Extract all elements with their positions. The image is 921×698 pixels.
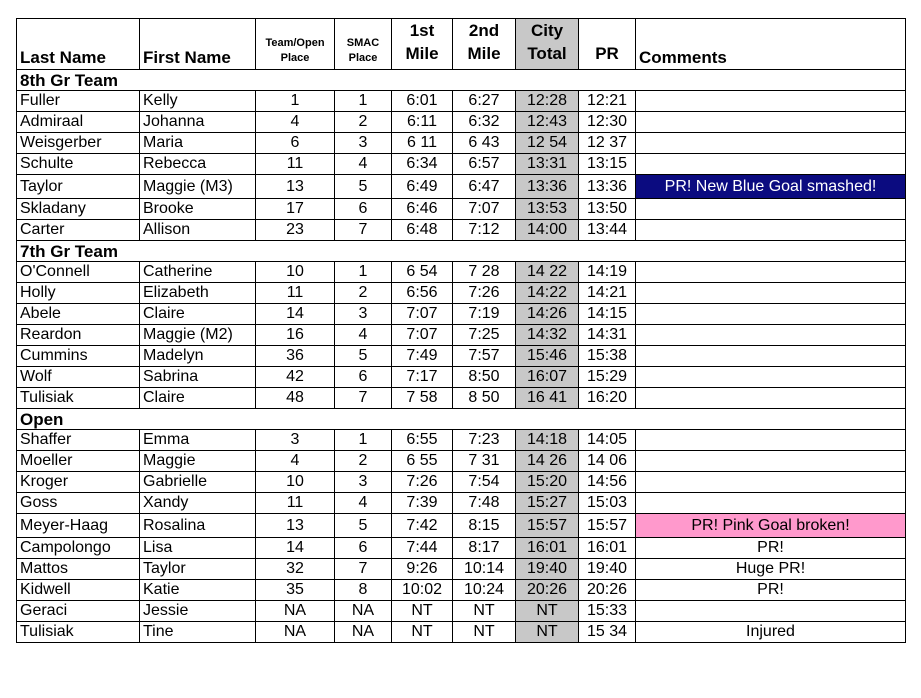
table-row: [17, 262, 906, 283]
header-first-mile-line2: Mile: [405, 44, 439, 64]
cell-first-name: Allison: [140, 220, 256, 241]
cell-team-open-place: 4: [256, 112, 335, 133]
cell-pr: 14:31: [579, 325, 636, 346]
cell-comment: [636, 91, 906, 112]
table-row: [17, 367, 906, 388]
cell-team-open-place: NA: [256, 622, 335, 643]
header-smac-place-line1: SMAC: [346, 37, 380, 50]
cell-comment: [636, 112, 906, 133]
cell-pr: 16:20: [579, 388, 636, 409]
cell-comment: [636, 199, 906, 220]
cell-second-mile: 6:32: [453, 112, 516, 133]
cell-smac-place: 3: [335, 304, 392, 325]
cell-first-mile: 7:49: [392, 346, 453, 367]
cell-first-name: Maggie (M3): [140, 175, 256, 199]
cell-second-mile: 6:27: [453, 91, 516, 112]
cell-last-name: Tulisiak: [17, 388, 140, 409]
cell-team-open-place: 16: [256, 325, 335, 346]
cell-pr: 12:21: [579, 91, 636, 112]
table-row: [17, 388, 906, 409]
cell-smac-place: 1: [335, 91, 392, 112]
cell-first-mile: 7:44: [392, 538, 453, 559]
cell-first-mile: 7 58: [392, 388, 453, 409]
cell-comment: [636, 133, 906, 154]
cell-pr: 15:57: [579, 514, 636, 538]
header-city-total-line1: City: [530, 21, 564, 41]
cell-last-name: Kidwell: [17, 580, 140, 601]
cell-pr: 14:21: [579, 283, 636, 304]
cell-city-total: 13:31: [516, 154, 579, 175]
table-row: [17, 199, 906, 220]
cell-last-name: Meyer-Haag: [17, 514, 140, 538]
cell-city-total: 15:57: [516, 514, 579, 538]
cell-team-open-place: 35: [256, 580, 335, 601]
cell-city-total: 14 26: [516, 451, 579, 472]
cell-last-name: Cummins: [17, 346, 140, 367]
table-row: [17, 133, 906, 154]
cell-city-total: 19:40: [516, 559, 579, 580]
table-row: [17, 91, 906, 112]
cell-comment: [636, 154, 906, 175]
section-title: 7th Gr Team: [17, 241, 906, 262]
cell-city-total: 16:07: [516, 367, 579, 388]
cell-pr: 12:30: [579, 112, 636, 133]
cell-second-mile: 7:26: [453, 283, 516, 304]
cell-last-name: Weisgerber: [17, 133, 140, 154]
cell-second-mile: 10:24: [453, 580, 516, 601]
cell-last-name: Shaffer: [17, 430, 140, 451]
header-first-mile: [392, 19, 453, 70]
cell-second-mile: 6 43: [453, 133, 516, 154]
cell-smac-place: 1: [335, 430, 392, 451]
cell-first-name: Brooke: [140, 199, 256, 220]
section-title: 8th Gr Team: [17, 70, 906, 91]
cell-second-mile: 7:23: [453, 430, 516, 451]
cell-team-open-place: 10: [256, 262, 335, 283]
cell-last-name: Moeller: [17, 451, 140, 472]
cell-comment: [636, 367, 906, 388]
cell-comment: [636, 430, 906, 451]
cell-first-mile: 6:46: [392, 199, 453, 220]
cell-first-name: Rebecca: [140, 154, 256, 175]
cell-city-total: 14:26: [516, 304, 579, 325]
cell-first-name: Katie: [140, 580, 256, 601]
header-second-mile: [453, 19, 516, 70]
cell-smac-place: 5: [335, 514, 392, 538]
cell-second-mile: 7:57: [453, 346, 516, 367]
table-row: [17, 472, 906, 493]
cell-smac-place: 4: [335, 493, 392, 514]
cell-team-open-place: 13: [256, 175, 335, 199]
cell-smac-place: 6: [335, 367, 392, 388]
cell-team-open-place: 36: [256, 346, 335, 367]
cell-first-mile: 7:07: [392, 304, 453, 325]
cell-team-open-place: 4: [256, 451, 335, 472]
cell-first-mile: 6:49: [392, 175, 453, 199]
table-row: [17, 112, 906, 133]
cell-first-name: Maggie: [140, 451, 256, 472]
cell-first-mile: 9:26: [392, 559, 453, 580]
cell-first-mile: 7:07: [392, 325, 453, 346]
table-row: [17, 430, 906, 451]
cell-first-mile: 7:26: [392, 472, 453, 493]
cell-comment: [636, 472, 906, 493]
cell-city-total: 14 22: [516, 262, 579, 283]
table-row: [17, 493, 906, 514]
header-team-open-place-line1: Team/Open: [265, 37, 325, 50]
cell-first-mile: NT: [392, 601, 453, 622]
table-row: [17, 346, 906, 367]
cell-pr: 15:03: [579, 493, 636, 514]
cell-first-name: Sabrina: [140, 367, 256, 388]
table-row: [17, 622, 906, 643]
cell-city-total: 20:26: [516, 580, 579, 601]
cell-smac-place: 2: [335, 283, 392, 304]
cell-team-open-place: 42: [256, 367, 335, 388]
cell-last-name: Mattos: [17, 559, 140, 580]
cell-pr: 12 37: [579, 133, 636, 154]
cell-first-mile: 6:01: [392, 91, 453, 112]
cell-smac-place: 7: [335, 388, 392, 409]
cell-comment: [636, 283, 906, 304]
cell-second-mile: 6:57: [453, 154, 516, 175]
cell-first-name: Tine: [140, 622, 256, 643]
cell-first-name: Emma: [140, 430, 256, 451]
cell-city-total: 14:18: [516, 430, 579, 451]
cell-smac-place: 4: [335, 325, 392, 346]
header-city-total-line2: Total: [527, 44, 567, 64]
cell-smac-place: 5: [335, 175, 392, 199]
cell-first-mile: 10:02: [392, 580, 453, 601]
cell-last-name: Wolf: [17, 367, 140, 388]
cell-last-name: Goss: [17, 493, 140, 514]
cell-first-mile: 7:17: [392, 367, 453, 388]
cell-pr: 13:15: [579, 154, 636, 175]
cell-first-name: Jessie: [140, 601, 256, 622]
results-table: [16, 18, 906, 643]
table-row: [17, 451, 906, 472]
cell-smac-place: 6: [335, 538, 392, 559]
cell-smac-place: 2: [335, 112, 392, 133]
table-row: [17, 154, 906, 175]
cell-smac-place: 4: [335, 154, 392, 175]
table-row: [17, 514, 906, 538]
cell-first-mile: 6 54: [392, 262, 453, 283]
cell-first-mile: 6:56: [392, 283, 453, 304]
cell-second-mile: 7:54: [453, 472, 516, 493]
cell-team-open-place: 11: [256, 154, 335, 175]
cell-comment: PR!: [636, 538, 906, 559]
header-first-mile-line1: 1st: [409, 21, 435, 41]
cell-first-mile: 6:55: [392, 430, 453, 451]
cell-comment: Huge PR!: [636, 559, 906, 580]
cell-city-total: 16 41: [516, 388, 579, 409]
header-second-mile-line1: 2nd: [468, 21, 500, 41]
cell-last-name: Abele: [17, 304, 140, 325]
cell-first-name: Catherine: [140, 262, 256, 283]
cell-second-mile: 7:12: [453, 220, 516, 241]
cell-pr: 15 34: [579, 622, 636, 643]
cell-team-open-place: NA: [256, 601, 335, 622]
cell-smac-place: NA: [335, 622, 392, 643]
cell-first-name: Kelly: [140, 91, 256, 112]
section-title: Open: [17, 409, 906, 430]
cell-smac-place: 7: [335, 559, 392, 580]
section-header-row: [17, 241, 906, 262]
cell-smac-place: 1: [335, 262, 392, 283]
header-comments: Comments: [636, 19, 906, 70]
cell-first-mile: 6:11: [392, 112, 453, 133]
section-header-row: [17, 70, 906, 91]
cell-last-name: Carter: [17, 220, 140, 241]
cell-city-total: 15:46: [516, 346, 579, 367]
cell-team-open-place: 17: [256, 199, 335, 220]
cell-city-total: 15:27: [516, 493, 579, 514]
cell-second-mile: NT: [453, 601, 516, 622]
cell-pr: 13:50: [579, 199, 636, 220]
cell-smac-place: NA: [335, 601, 392, 622]
cell-pr: 20:26: [579, 580, 636, 601]
cell-last-name: Fuller: [17, 91, 140, 112]
cell-second-mile: 8:50: [453, 367, 516, 388]
cell-pr: 14 06: [579, 451, 636, 472]
cell-first-mile: 6:48: [392, 220, 453, 241]
cell-city-total: 14:22: [516, 283, 579, 304]
cell-pr: 15:38: [579, 346, 636, 367]
cell-city-total: 14:32: [516, 325, 579, 346]
results-body: [17, 70, 906, 643]
cell-team-open-place: 13: [256, 514, 335, 538]
header-row: [17, 19, 906, 70]
cell-smac-place: 8: [335, 580, 392, 601]
cell-pr: 15:29: [579, 367, 636, 388]
cell-first-mile: 6 11: [392, 133, 453, 154]
table-row: [17, 559, 906, 580]
cell-first-mile: 7:39: [392, 493, 453, 514]
cell-team-open-place: 3: [256, 430, 335, 451]
table-row: [17, 538, 906, 559]
cell-last-name: Taylor: [17, 175, 140, 199]
cell-first-name: Madelyn: [140, 346, 256, 367]
cell-second-mile: NT: [453, 622, 516, 643]
cell-last-name: Holly: [17, 283, 140, 304]
section-header-row: [17, 409, 906, 430]
cell-last-name: Geraci: [17, 601, 140, 622]
cell-first-name: Maria: [140, 133, 256, 154]
cell-comment: PR! New Blue Goal smashed!: [636, 175, 906, 199]
cell-city-total: 14:00: [516, 220, 579, 241]
table-row: [17, 601, 906, 622]
cell-smac-place: 3: [335, 472, 392, 493]
header-smac-place-line2: Place: [348, 51, 378, 64]
cell-last-name: Campolongo: [17, 538, 140, 559]
table-row: [17, 304, 906, 325]
cell-last-name: Admiraal: [17, 112, 140, 133]
cell-first-name: Lisa: [140, 538, 256, 559]
cell-first-name: Rosalina: [140, 514, 256, 538]
header-last-name: Last Name: [17, 19, 140, 70]
cell-pr: 15:33: [579, 601, 636, 622]
cell-team-open-place: 14: [256, 538, 335, 559]
header-second-mile-line2: Mile: [467, 44, 501, 64]
cell-last-name: Reardon: [17, 325, 140, 346]
cell-comment: [636, 304, 906, 325]
cell-last-name: Schulte: [17, 154, 140, 175]
cell-first-mile: 6:34: [392, 154, 453, 175]
cell-comment: PR!: [636, 580, 906, 601]
header-smac-place: [335, 19, 392, 70]
cell-team-open-place: 6: [256, 133, 335, 154]
cell-first-name: Elizabeth: [140, 283, 256, 304]
cell-city-total: NT: [516, 622, 579, 643]
cell-smac-place: 2: [335, 451, 392, 472]
cell-pr: 14:56: [579, 472, 636, 493]
cell-first-name: Johanna: [140, 112, 256, 133]
cell-city-total: 12:28: [516, 91, 579, 112]
table-row: [17, 580, 906, 601]
header-team-open-place: [256, 19, 335, 70]
cell-second-mile: 10:14: [453, 559, 516, 580]
cell-first-name: Claire: [140, 388, 256, 409]
cell-pr: 16:01: [579, 538, 636, 559]
cell-second-mile: 7:07: [453, 199, 516, 220]
cell-city-total: 16:01: [516, 538, 579, 559]
cell-pr: 14:05: [579, 430, 636, 451]
cell-team-open-place: 23: [256, 220, 335, 241]
cell-first-mile: NT: [392, 622, 453, 643]
cell-second-mile: 8:15: [453, 514, 516, 538]
cell-comment: [636, 601, 906, 622]
cell-comment: [636, 493, 906, 514]
cell-first-name: Gabrielle: [140, 472, 256, 493]
table-row: [17, 325, 906, 346]
cell-comment: Injured: [636, 622, 906, 643]
cell-second-mile: 6:47: [453, 175, 516, 199]
cell-team-open-place: 48: [256, 388, 335, 409]
cell-comment: [636, 220, 906, 241]
cell-pr: 14:15: [579, 304, 636, 325]
cell-comment: PR! Pink Goal broken!: [636, 514, 906, 538]
cell-smac-place: 5: [335, 346, 392, 367]
cell-second-mile: 8:17: [453, 538, 516, 559]
cell-second-mile: 7:48: [453, 493, 516, 514]
cell-comment: [636, 262, 906, 283]
table-row: [17, 220, 906, 241]
cell-city-total: 12:43: [516, 112, 579, 133]
cell-first-name: Maggie (M2): [140, 325, 256, 346]
cell-pr: 19:40: [579, 559, 636, 580]
cell-team-open-place: 11: [256, 283, 335, 304]
cell-last-name: Tulisiak: [17, 622, 140, 643]
cell-second-mile: 7 28: [453, 262, 516, 283]
cell-first-mile: 7:42: [392, 514, 453, 538]
cell-pr: 13:36: [579, 175, 636, 199]
cell-comment: [636, 388, 906, 409]
cell-second-mile: 7 31: [453, 451, 516, 472]
cell-comment: [636, 451, 906, 472]
header-pr: PR: [579, 19, 636, 70]
cell-comment: [636, 325, 906, 346]
cell-smac-place: 6: [335, 199, 392, 220]
cell-second-mile: 7:19: [453, 304, 516, 325]
table-row: [17, 283, 906, 304]
cell-city-total: 15:20: [516, 472, 579, 493]
cell-city-total: 13:36: [516, 175, 579, 199]
cell-pr: 13:44: [579, 220, 636, 241]
cell-city-total: NT: [516, 601, 579, 622]
header-team-open-place-line2: Place: [280, 51, 310, 64]
cell-team-open-place: 11: [256, 493, 335, 514]
cell-last-name: Kroger: [17, 472, 140, 493]
cell-city-total: 12 54: [516, 133, 579, 154]
cell-first-name: Taylor: [140, 559, 256, 580]
cell-smac-place: 7: [335, 220, 392, 241]
cell-team-open-place: 1: [256, 91, 335, 112]
cell-pr: 14:19: [579, 262, 636, 283]
cell-team-open-place: 14: [256, 304, 335, 325]
cell-smac-place: 3: [335, 133, 392, 154]
header-city-total: [516, 19, 579, 70]
header-first-name: First Name: [140, 19, 256, 70]
cell-second-mile: 7:25: [453, 325, 516, 346]
cell-city-total: 13:53: [516, 199, 579, 220]
cell-last-name: Skladany: [17, 199, 140, 220]
cell-comment: [636, 346, 906, 367]
cell-second-mile: 8 50: [453, 388, 516, 409]
cell-team-open-place: 10: [256, 472, 335, 493]
cell-first-name: Xandy: [140, 493, 256, 514]
cell-first-mile: 6 55: [392, 451, 453, 472]
cell-first-name: Claire: [140, 304, 256, 325]
table-row: [17, 175, 906, 199]
cell-team-open-place: 32: [256, 559, 335, 580]
cell-last-name: O'Connell: [17, 262, 140, 283]
